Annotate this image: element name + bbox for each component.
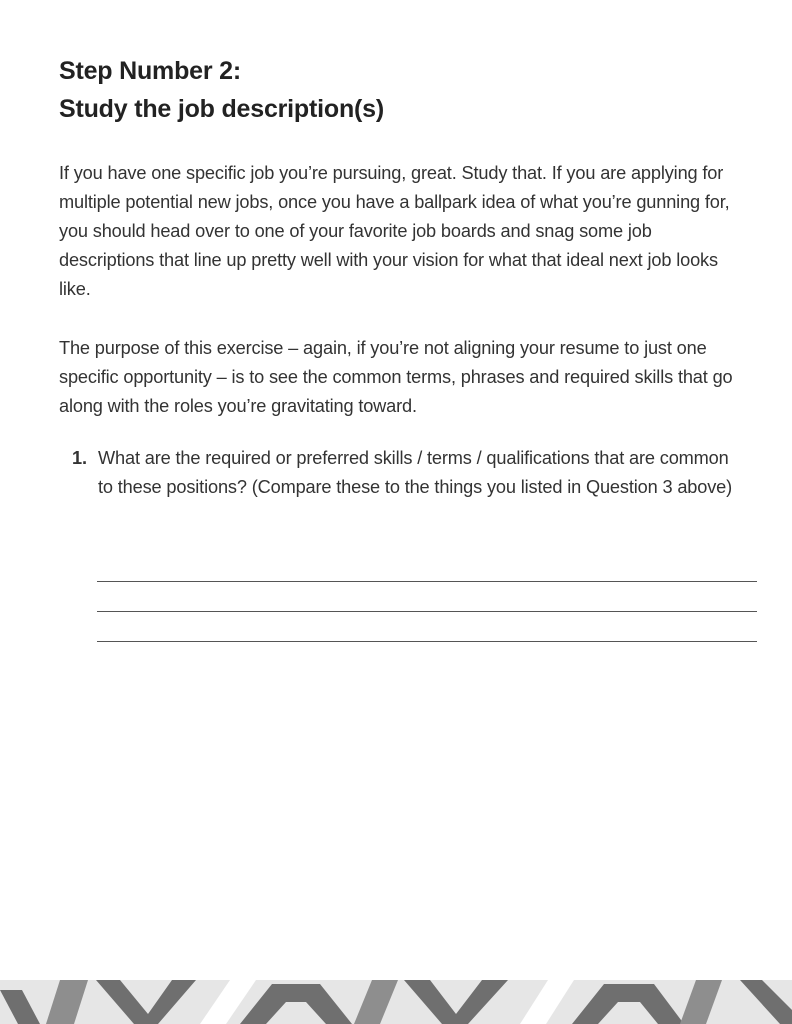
question-text: What are the required or preferred skills / terms / qualifications that are common to these positions? (Compare these to the things you listed in Question 3 above) [98,448,733,497]
answer-line[interactable] [97,641,757,642]
decorative-chevron-band [0,980,792,1024]
step-number-title: Step Number 2: [59,57,241,85]
purpose-paragraph: The purpose of this exercise – again, if you’re not aligning your resume to just one specific opportunity – is to see the common terms, phrases and required skills that go along with the roles you’re gravitating toward. [59,338,733,416]
step-subtitle: Study the job description(s) [59,95,384,123]
answer-line[interactable] [97,611,757,612]
answer-line[interactable] [97,581,757,582]
question-number: 1. [72,448,87,468]
intro-paragraph: If you have one specific job you’re pursuing, great. Study that. If you are applying for multiple potential new jobs, once you have a ballpark idea of what you’re gunning for, you should head over to one of your favorite job boards and snag some job descriptions that line up pretty well with your vision for what that ideal next job looks like. [59,163,730,299]
step-heading [59,52,384,128]
